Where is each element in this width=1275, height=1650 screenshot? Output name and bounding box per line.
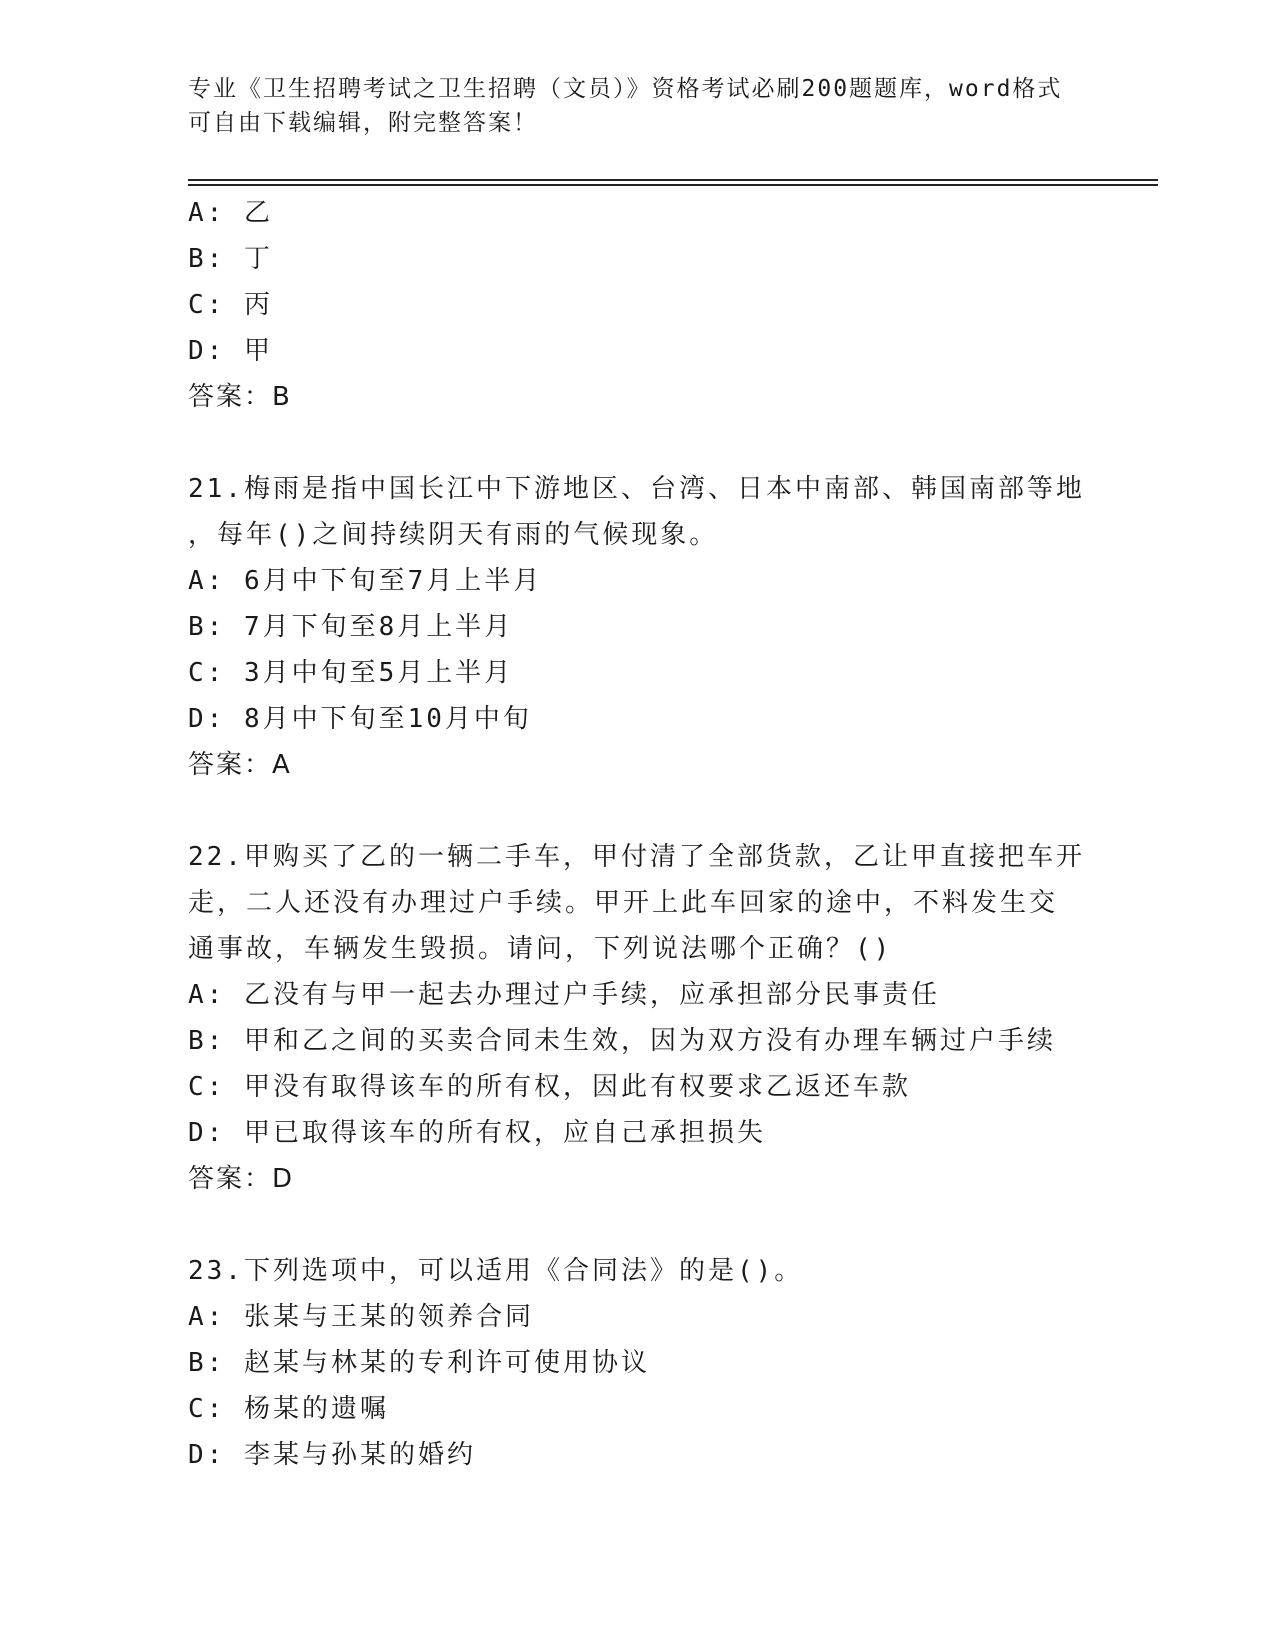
question-text: 21.梅雨是指中国长江中下游地区、台湾、日本中南部、韩国南部等地 — [188, 474, 1085, 504]
question-text: 23.下列选项中，可以适用《合同法》的是()。 — [188, 1256, 804, 1286]
header-divider-top — [188, 179, 1158, 181]
option-b: B: 甲和乙之间的买卖合同未生效，因为双方没有办理车辆过户手续 — [188, 1026, 1056, 1056]
header-line-2: 可自由下载编辑，附完整答案！ — [188, 110, 538, 136]
option-d: D: 甲 — [188, 336, 273, 366]
option-a: A: 乙没有与甲一起去办理过户手续，应承担部分民事责任 — [188, 980, 940, 1010]
question-block-21 — [188, 466, 1088, 788]
question-block-22 — [188, 834, 1088, 1202]
question-text: ，每年()之间持续阴天有雨的气候现象。 — [188, 520, 719, 550]
document-header — [188, 72, 1088, 140]
option-c: C: 3月中旬至5月上半月 — [188, 658, 514, 688]
header-line-1: 专业《卫生招聘考试之卫生招聘（文员）》资格考试必刷200题题库，word格式 — [188, 76, 1063, 102]
option-a: A: 张某与王某的领养合同 — [188, 1302, 534, 1332]
option-b: B: 赵某与林某的专利许可使用协议 — [188, 1348, 650, 1378]
option-a: A: 6月中下旬至7月上半月 — [188, 566, 543, 596]
option-d: D: 8月中下旬至10月中旬 — [188, 704, 532, 734]
question-block-prev — [188, 190, 1088, 420]
spacer — [188, 420, 1088, 466]
question-text: 通事故，车辆发生毁损。请问，下列说法哪个正确？() — [188, 934, 893, 964]
answer-label: 答案：B — [188, 382, 292, 412]
option-b: B: 丁 — [188, 244, 273, 274]
option-c: C: 甲没有取得该车的所有权，因此有权要求乙返还车款 — [188, 1072, 911, 1102]
option-c: C: 杨某的遗嘱 — [188, 1394, 389, 1424]
question-list — [188, 190, 1088, 1478]
option-b: B: 7月下旬至8月上半月 — [188, 612, 514, 642]
question-text: 走，二人还没有办理过户手续。甲开上此车回家的途中，不料发生交 — [188, 888, 1059, 918]
header-divider-bottom — [188, 184, 1158, 186]
answer-label: 答案：A — [188, 750, 292, 780]
spacer — [188, 788, 1088, 834]
option-d: D: 李某与孙某的婚约 — [188, 1440, 476, 1470]
question-block-23 — [188, 1248, 1088, 1478]
question-text: 22.甲购买了乙的一辆二手车，甲付清了全部货款，乙让甲直接把车开 — [188, 842, 1085, 872]
answer-label: 答案：D — [188, 1164, 295, 1194]
option-a: A: 乙 — [188, 198, 273, 228]
option-d: D: 甲已取得该车的所有权，应自己承担损失 — [188, 1118, 766, 1148]
spacer — [188, 1202, 1088, 1248]
option-c: C: 丙 — [188, 290, 273, 320]
